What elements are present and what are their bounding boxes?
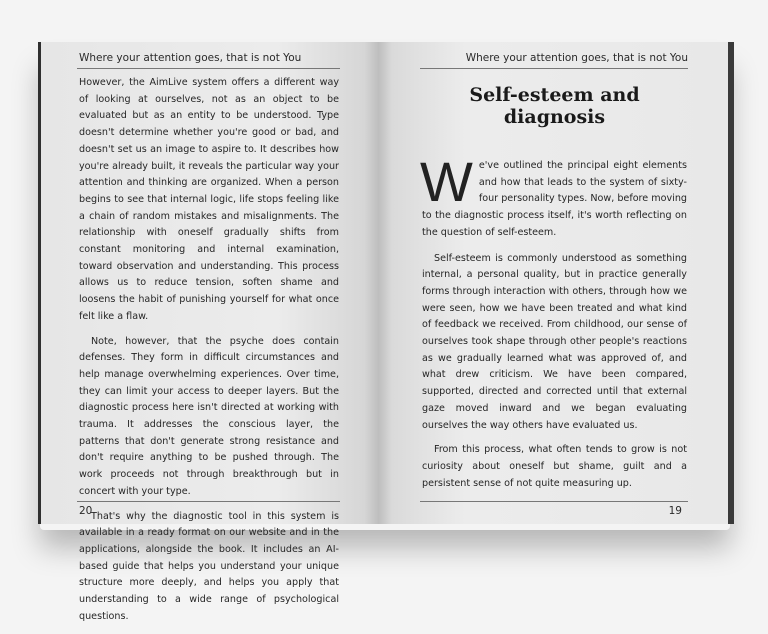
right-footer-rule xyxy=(420,501,688,502)
right-page-number: 19 xyxy=(668,505,682,517)
right-paragraph-1 xyxy=(420,150,687,242)
left-body-text xyxy=(79,75,339,634)
right-running-head: Where your attention goes, that is not You xyxy=(465,52,688,64)
chapter-title: Self-esteem and diagnosis xyxy=(469,84,640,128)
left-paragraph-2: Note, however, that the psyche does contain defenses. They form in difficult circumstances and help manage overwhelming experiences. Over time, they can limit your access to deeper layers. But the diagnostic process here isn't directed at working with trauma. It addresses the conscious layer, the patterns that don't generate strong resistance and don't require anything to be pushed through. The work proceeds not through breakthrough but in concert with your type. xyxy=(79,335,339,497)
right-header-rule xyxy=(420,68,688,69)
left-header-rule xyxy=(77,68,340,69)
left-page-number: 20 xyxy=(79,505,93,517)
left-running-head: Where your attention goes, that is not You xyxy=(79,52,302,64)
right-paragraph-3: From this process, what often tends to grow is not curiosity about oneself but shame, guilt and a persistent sense of not quite measuring up. xyxy=(422,444,687,489)
right-page xyxy=(378,42,734,524)
left-page xyxy=(38,42,378,622)
left-footer-rule xyxy=(77,501,340,502)
left-paragraph-1: However, the AimLive system offers a different way of looking at ourselves, not as an object to be evaluated but as an entity to be understood. Type doesn't determine whether you're good or bad, and doesn't set us an image to aspire to. It describes how you're already built, it reveals the particular way your attention and thinking are organized. When a person begins to see that internal logic, life stops feeling like a chain of random mistakes and misalignments. The relationship with oneself gradually shifts from constant monitoring and internal examination, toward observation and understanding. This process allows us to reduce tension, soften shame and loosens the habit of punishing yourself for what once felt like a flaw. xyxy=(79,77,339,322)
right-paragraph-1-text: e've outlined the principal eight elements and how that leads to the system of sixty-four personality types. Now, before moving to the diagnostic process itself, it's worth reflecting on the question of self-esteem. xyxy=(422,160,687,238)
drop-cap: W xyxy=(420,150,473,213)
left-paragraph-3: That's why the diagnostic tool in this system is available in a ready format on our website and in the applications, alongside the book. It includes an AI-based guide that helps you understand your unique structure more deeply, and helps you apply that understanding to a wide range of psychological questions. xyxy=(79,510,339,622)
right-paragraph-2: Self-esteem is commonly understood as something internal, a personal quality, but in practice generally forms through interaction with others, through how we were seen, how we have been treated and what kind of feedback we received. From childhood, our sense of ourselves took shape through other people's reactions as we gradually learned what was approved of, and what drew criticism. We have been compared, supported, directed and corrected until that external gaze moved inward and we began evaluating ourselves the way others have evaluated us. xyxy=(422,252,687,431)
right-body-text xyxy=(420,150,687,500)
